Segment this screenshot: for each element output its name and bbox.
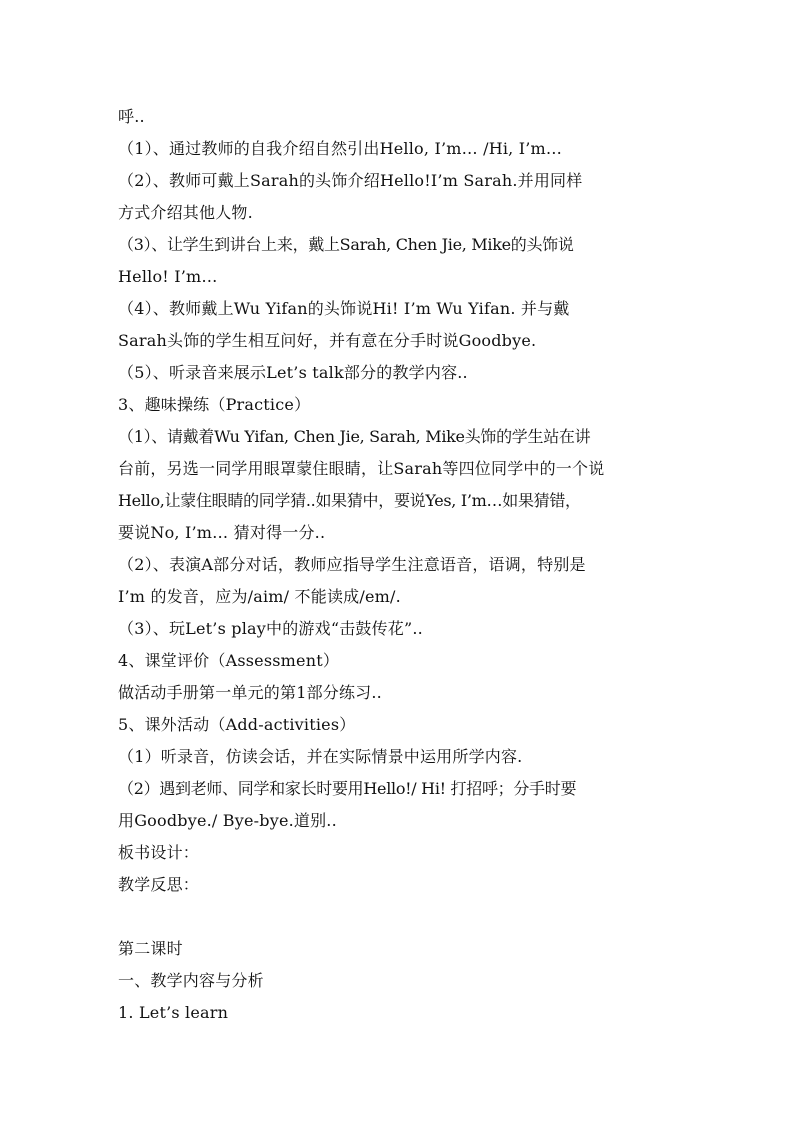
text-line: Hello! I’m… (118, 267, 218, 286)
text-line: 做活动手册第一单元的第1部分练习.. (118, 683, 382, 702)
text-line: 台前，另选一同学用眼罩蒙住眼睛，让Sarah等四位同学中的一个说 (118, 459, 605, 478)
blank-line (118, 901, 690, 933)
text-line: Sarah头饰的学生相互问好，并有意在分手时说Goodbye. (118, 331, 537, 350)
section-heading: 3、趣味操练（Practice） (118, 395, 311, 414)
teaching-reflection-label: 教学反思： (118, 875, 200, 894)
text-line: （2）、教师可戴上Sarah的头饰介绍Hello!I’m Sarah.并用同样 (118, 171, 583, 190)
text-line: 要说No, I’m… 猜对得一分.. (118, 523, 326, 542)
text-line: I’m 的发音，应为/aim/ 不能读成/em/. (118, 587, 401, 606)
text-line: 用Goodbye./ Bye-bye.道别.. (118, 811, 337, 830)
board-design-label: 板书设计： (118, 843, 200, 862)
text-line: Hello,让蒙住眼睛的同学猜..如果猜中，要说Yes, I’m…如果猜错， (118, 491, 581, 510)
text-line: （1）听录音，仿读会话，并在实际情景中运用所学内容. (118, 747, 523, 766)
subsection-heading: 1. Let’s learn (118, 1003, 229, 1022)
section-heading: 4、课堂评价（Assessment） (118, 651, 340, 670)
text-line: 呼.. (118, 107, 145, 126)
section-heading: 5、课外活动（Add-activities） (118, 715, 356, 734)
text-line: （5）、听录音来展示Let’s talk部分的教学内容.. (118, 363, 468, 382)
text-line: 方式介绍其他人物. (118, 203, 253, 222)
text-line: （1）、请戴着Wu Yifan, Chen Jie, Sarah, Mike头饰的学生站在讲 (118, 427, 591, 446)
text-line: （4）、教师戴上Wu Yifan的头饰说Hi! I’m Wu Yifan. 并与戴 (118, 299, 570, 318)
text-line: （3）、让学生到讲台上来，戴上Sarah, Chen Jie, Mike的头饰说 (118, 235, 574, 254)
document-body (118, 101, 690, 1029)
text-line: （2）遇到老师、同学和家长时要用Hello!/ Hi! 打招呼；分手时要 (118, 779, 577, 798)
section-heading: 一、教学内容与分析 (118, 971, 264, 990)
text-line: （1）、通过教师的自我介绍自然引出Hello, I’m… /Hi, I’m… (118, 139, 563, 158)
text-line: （2）、表演A部分对话，教师应指导学生注意语音，语调，特别是 (118, 555, 586, 574)
text-line: （3）、玩Let’s play中的游戏“击鼓传花”.. (118, 619, 423, 638)
lesson-heading: 第二课时 (118, 939, 183, 958)
